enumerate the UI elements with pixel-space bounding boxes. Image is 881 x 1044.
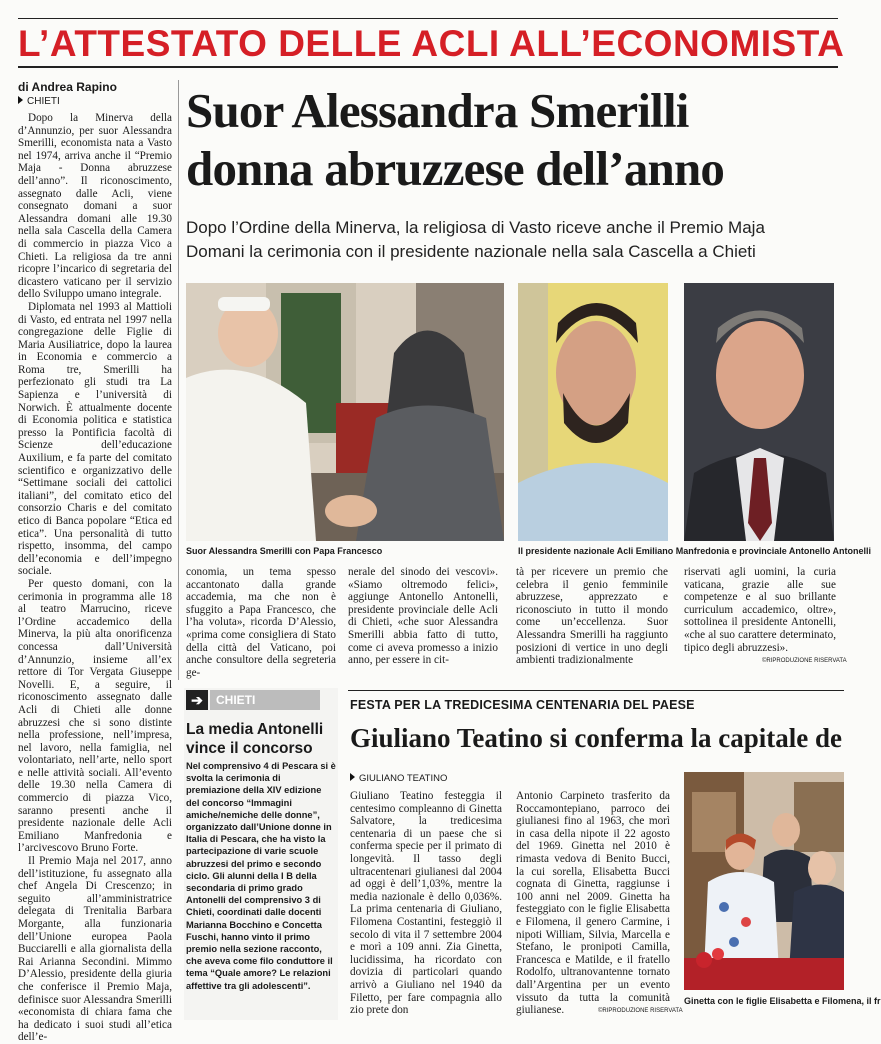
second-article-rule (348, 690, 844, 691)
paragraph: tà per ricevere un premio che celebra il genio femminile abruzzese, apprezzato e riconosciuto in tutto il mondo come un’eccellenza. Suor Alessandra Smerilli ha raggiunto posizioni di vertice in uno degli ambienti tradizionalmente (516, 566, 668, 667)
chieti-tag-label: CHIETI (210, 690, 320, 710)
column-divider (178, 80, 179, 680)
arrow-icon: ➔ (186, 690, 208, 710)
article-column-4 (516, 566, 668, 680)
byline: di Andrea Rapino (18, 80, 117, 94)
paragraph: Diplomata nel 1993 al Mattioli di Vasto, ed entrata nel 1997 nella congregazione delle Figlie di Maria Ausiliatrice, dopo la laurea in Economia e commercio a Roma tre, Smerilli ha perfezionato gli studi tra La Sapienza e l’università di Norwich. È attualmente docente di Economia politica e statistica presso la Pontificia facoltà di Scienze dell’educazione Auxilium, e fa parte del comitato scientifico e organizzativo delle “Settimane sociali dei cattolici italiani”, del comitato etico del consorzio Charis e del comitato etico di Banca popolare “Etica ed etica”. Una personalità di tutto rispetto, insomma, del campo dell’economia e dell’impegno sociale. (18, 300, 172, 578)
main-headline-line2: donna abruzzese dell’anno (186, 141, 725, 196)
triangle-icon (350, 773, 355, 781)
second-article-dateline-text: GIULIANO TEATINO (359, 773, 448, 784)
dateline-text: CHIETI (27, 96, 60, 107)
copyright-note-2: ©RIPRODUZIONE RISERVATA (598, 1008, 683, 1014)
presidents-photo-caption: Il presidente nazionale Acli Emiliano Manfredonia e provinciale Antonello Antonelli (518, 546, 872, 556)
main-headline (186, 82, 836, 198)
paragraph: nerale del sinodo dei vescovi». «Siamo oltremodo felici», aggiunge Antonello Antonelli, presidente provinciale delle Acli di Chieti, «che suor Alessandra Smerilli abbia fatto di tutto, come ci aveva promesso a inizio anno, per essere in cit- (348, 566, 498, 667)
kicker-rule (18, 66, 838, 68)
paragraph: Antonio Carpineto trasferito da Roccamontepiano, parroco dei giulianesi fino al 1963, che morì in casa della nipote il 22 agosto del 1969. Ginetta nel 2010 è rimasta vedova di Benito Bucci, la cui sorella, Elisabetta Bucci cognata di Ginetta, raggiunse i 100 anni nel 2009. Ginetta ha festeggiato con le figlie Elisabetta e Filomena, il genero Carmine, i nipoti William, Silvia, Marcella e Stefano, le pronipoti Camilla, Francesca e Matilde, e il fratello Rodolfo, ultranovantenne tornato dall’Argentina per un evento vissuto da tutta la comunità giulianese. (516, 790, 670, 1017)
subheadline-line1: Dopo l’Ordine della Minerva, la religiosa di Vasto riceve anche il Premio Maja (186, 218, 765, 237)
article-column-3 (348, 566, 498, 680)
ginetta-photo-image (684, 772, 844, 990)
article-column-1 (18, 112, 172, 1044)
sidebar-headline: La media Antonelli vince il concorso (186, 721, 324, 757)
main-headline-line1: Suor Alessandra Smerilli (186, 83, 689, 138)
second-article-dateline (350, 773, 447, 784)
paragraph: riservati agli uomini, la curia vaticana, grazie alle sue competenze e al suo brillante curriculum accademico, oltre», sottolinea il presidente Antonelli, «che al suo carattere determinato, tipico degli abruzzesi». (684, 566, 836, 654)
chieti-tag (186, 690, 336, 710)
pope-photo-caption: Suor Alessandra Smerilli con Papa Francesco (186, 546, 383, 556)
sidebar-text: Nel comprensivo 4 di Pescara si è svolta la cerimonia di premiazione della XIV edizione del concorso “Immagini amiche/nemiche delle donne”, organizzato dall’Unione donne in Italia di Pescara, che ha visto la partecipazione di varie scuole abruzzesi del primo e secondo ciclo. Gli alunni della I B della secondaria di primo grado Antonelli del comprensivo 3 di Chieti, coordinati dalle docenti Marianna Bocchino e Concetta Fuschi, hanno vinto il primo premio nella sezione racconto, che aveva come filo conduttore il tema “Quale amore? Le relazioni affettive tra gli adolescenti”. (186, 761, 336, 991)
pope-photo (186, 283, 504, 541)
ginetta-photo (684, 772, 844, 990)
triangle-icon (18, 96, 23, 104)
paragraph: Per questo domani, con la cerimonia in programma alle 18 al teatro Marrucino, riceve l’Ordine accademico della Minerva, la più alta onorificenza concessa dall’Università d’Annunzio, insieme all’ex rettore di Tor Vergata Giuseppe Novelli. E, a seguire, il riconoscimento assegnato dalle Acli di Chieti alle donne abruzzesi che si sono distinte nella professione, nell’impresa, nel lavoro, nella famiglia, nel volontariato, nell’arte, nello sport e nelle attività sociali. All’evento delle 19.30 nella Camera di commercio di piazza Vico, saranno presenti anche il presidente nazionale delle Acli Emiliano Manfredonia e l’arcivescovo Bruno Forte. (18, 577, 172, 855)
dateline (18, 96, 60, 107)
article-column-2 (186, 566, 336, 680)
article-column-5 (684, 566, 836, 654)
pope-photo-image (186, 283, 504, 541)
paragraph: conomia, un tema spesso accantonato dalla grande accademia, ma che non è sfuggito a Papa Francesco, che l’ha voluta», ricorda D’Alessio, «prima come consigliera di Stato della città del Vaticano, poi anche consultore della segreteria ge- (186, 566, 336, 679)
manfredonia-photo (518, 283, 668, 541)
paragraph: Giuliano Teatino festeggia il centesimo compleanno di Ginetta Salvatore, la tredicesima centenaria di un paese che si conferma specie per il primato di longevità. Il tasso degli ultracentenari giulianesi dal 2004 ad oggi è dell’1,03%, mentre la media nazionale è dello 0,036%. La prima centenaria di Giuliano, Filomena Costantini, festeggiò il secolo di vita il 7 settembre 2004 e morì a 109 anni. Zia Ginetta, lucidissima, ha ricordato con dovizia di particolari quando arrivò a Giuliano nel 1940 da Filetto, per fare compagnia allo zio prete don (350, 790, 502, 1017)
top-rule (18, 18, 838, 19)
paragraph: Dopo la Minerva della d’Annunzio, per suor Alessandra Smerilli, economista nata a Vasto nel 1974, arriva anche il “Premio Maja - Donna abruzzese dell’anno”. Il riconoscimento, assegnato dalle Acli, viene consegnato domani a suor Alessandra domani alle 19.30 nella sala Cascella della Camera di commercio in piazza Vico a Chieti. La religiosa da tre anni ricopre l’incarico di segretaria del dicastero vaticano per il servizio dello Sviluppo umano integrale. (18, 112, 172, 301)
subheadline-line2: Domani la cerimonia con il presidente nazionale nella sala Cascella a Chieti (186, 242, 756, 261)
ginetta-photo-caption: Ginetta con le figlie Elisabetta e Filomena, il fr (684, 996, 881, 1006)
subheadline (186, 216, 836, 264)
paragraph: Il Premio Maja nel 2017, anno dell’istituzione, fu assegnato alla chef Angela Di Crescenzo; in seguito all’amministratrice delegata di Trenitalia Barbara Morgante, alla funzionaria dell’Unione europea Paola Bucciarelli e alla giornalista della Rai Arianna Secondini. Mimmo D’Alessio, presidente della giuria che conferisce il Premio Maja, definisce suor Alessandra Smerilli «economista di chiara fama che ha dedicato i suoi studi all’etica dell’e- (18, 855, 172, 1044)
copyright-note: ©RIPRODUZIONE RISERVATA (762, 658, 847, 664)
second-article-column-1 (350, 790, 502, 1018)
antonelli-photo (684, 283, 834, 541)
kicker-title: L’ATTESTATO DELLE ACLI ALL’ECONOMISTA (18, 23, 845, 64)
manfredonia-photo-image (518, 283, 668, 541)
second-article-headline: Giuliano Teatino si conferma la capitale de (350, 723, 843, 753)
antonelli-photo-image (684, 283, 834, 541)
second-article-kicker: FESTA PER LA TREDICESIMA CENTENARIA DEL PAESE (350, 698, 695, 712)
